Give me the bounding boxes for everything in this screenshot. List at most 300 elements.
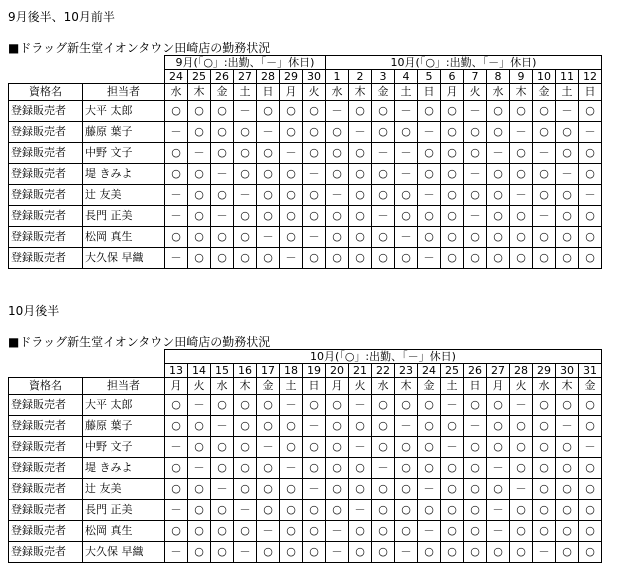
attendance-mark: ○	[211, 500, 234, 521]
day-number: 23	[395, 364, 418, 378]
weekday-label: 土	[441, 378, 464, 395]
attendance-mark: ○	[487, 479, 510, 500]
day-number: 14	[188, 364, 211, 378]
attendance-mark: ○	[510, 227, 533, 248]
weekday-label: 月	[280, 84, 303, 101]
attendance-mark: ○	[510, 437, 533, 458]
attendance-mark: －	[211, 416, 234, 437]
attendance-mark: ○	[188, 521, 211, 542]
schedule-table	[8, 55, 602, 269]
staff-name-cell: 中野 文子	[83, 437, 165, 458]
attendance-mark: ○	[257, 395, 280, 416]
attendance-mark: ○	[257, 479, 280, 500]
attendance-mark: －	[326, 542, 349, 563]
day-number: 17	[257, 364, 280, 378]
attendance-mark: ○	[441, 248, 464, 269]
attendance-mark: ○	[303, 395, 326, 416]
day-number-row	[9, 364, 602, 378]
role-cell: 登録販売者	[9, 164, 83, 185]
attendance-mark: ○	[533, 395, 556, 416]
attendance-mark: ○	[487, 542, 510, 563]
attendance-mark: ○	[418, 206, 441, 227]
attendance-mark: ○	[211, 542, 234, 563]
attendance-mark: ○	[165, 164, 188, 185]
day-number: 12	[579, 70, 602, 84]
attendance-mark: ○	[280, 500, 303, 521]
attendance-mark: －	[280, 248, 303, 269]
attendance-mark: ○	[303, 458, 326, 479]
month-group-label: 9月(「○」:出勤、「－」休日)	[165, 56, 326, 70]
attendance-mark: ○	[372, 479, 395, 500]
attendance-mark: ○	[326, 122, 349, 143]
attendance-mark: －	[487, 500, 510, 521]
month-group-label: 10月(「○」:出勤、「－」休日)	[165, 350, 602, 364]
table-row	[9, 521, 602, 542]
attendance-mark: ○	[303, 437, 326, 458]
day-number: 2	[349, 70, 372, 84]
attendance-mark: ○	[533, 227, 556, 248]
attendance-mark: ○	[280, 227, 303, 248]
attendance-mark: －	[326, 185, 349, 206]
attendance-mark: ○	[395, 479, 418, 500]
attendance-mark: ○	[510, 416, 533, 437]
attendance-mark: ○	[234, 122, 257, 143]
attendance-mark: ○	[211, 395, 234, 416]
attendance-mark: －	[349, 437, 372, 458]
role-cell: 登録販売者	[9, 500, 83, 521]
table-row	[9, 122, 602, 143]
attendance-mark: ○	[579, 521, 602, 542]
weekday-label: 水	[211, 378, 234, 395]
attendance-mark: ○	[418, 164, 441, 185]
attendance-mark: ○	[579, 416, 602, 437]
attendance-mark: ○	[510, 206, 533, 227]
attendance-mark: ○	[234, 458, 257, 479]
attendance-mark: ○	[234, 395, 257, 416]
day-number: 18	[280, 364, 303, 378]
attendance-mark: －	[395, 227, 418, 248]
attendance-mark: ○	[211, 458, 234, 479]
day-number: 25	[188, 70, 211, 84]
attendance-mark: －	[510, 479, 533, 500]
attendance-mark: －	[280, 458, 303, 479]
day-number: 27	[234, 70, 257, 84]
attendance-mark: ○	[257, 500, 280, 521]
attendance-mark: ○	[487, 437, 510, 458]
attendance-mark: ○	[234, 248, 257, 269]
attendance-mark: ○	[280, 542, 303, 563]
attendance-mark: ○	[280, 206, 303, 227]
attendance-mark: ○	[303, 521, 326, 542]
attendance-mark: ○	[533, 437, 556, 458]
attendance-mark: ○	[464, 521, 487, 542]
day-number: 29	[533, 364, 556, 378]
day-number: 28	[510, 364, 533, 378]
attendance-mark: ○	[556, 437, 579, 458]
attendance-mark: ○	[303, 101, 326, 122]
attendance-mark: ○	[349, 101, 372, 122]
staff-name-cell: 中野 文子	[83, 143, 165, 164]
attendance-mark: ○	[418, 416, 441, 437]
attendance-mark: ○	[395, 122, 418, 143]
attendance-mark: ○	[211, 185, 234, 206]
staff-name-cell: 辻 友美	[83, 185, 165, 206]
attendance-mark: ○	[372, 248, 395, 269]
weekday-label: 火	[464, 84, 487, 101]
attendance-mark: ○	[257, 101, 280, 122]
column-header-role: 資格名	[9, 84, 83, 101]
attendance-mark: ○	[533, 248, 556, 269]
attendance-mark: －	[579, 437, 602, 458]
attendance-mark: ○	[556, 479, 579, 500]
table-row	[9, 248, 602, 269]
attendance-mark: ○	[372, 395, 395, 416]
attendance-mark: ○	[441, 542, 464, 563]
blank-cell	[9, 350, 165, 364]
attendance-mark: ○	[234, 521, 257, 542]
attendance-mark: －	[510, 185, 533, 206]
attendance-mark: ○	[372, 542, 395, 563]
attendance-mark: ○	[188, 206, 211, 227]
attendance-mark: ○	[579, 248, 602, 269]
attendance-mark: ○	[533, 521, 556, 542]
role-cell: 登録販売者	[9, 206, 83, 227]
attendance-mark: ○	[188, 500, 211, 521]
attendance-mark: ○	[280, 122, 303, 143]
day-number: 29	[280, 70, 303, 84]
column-header-name: 担当者	[83, 378, 165, 395]
attendance-mark: ○	[418, 500, 441, 521]
day-number: 10	[533, 70, 556, 84]
attendance-mark: ○	[487, 227, 510, 248]
attendance-mark: ○	[487, 206, 510, 227]
table-row	[9, 395, 602, 416]
attendance-mark: ○	[556, 395, 579, 416]
attendance-mark: －	[165, 542, 188, 563]
attendance-mark: ○	[533, 416, 556, 437]
attendance-mark: ○	[395, 458, 418, 479]
weekday-label: 金	[533, 84, 556, 101]
attendance-mark: ○	[188, 437, 211, 458]
attendance-mark: －	[556, 416, 579, 437]
attendance-mark: －	[165, 248, 188, 269]
role-cell: 登録販売者	[9, 416, 83, 437]
attendance-mark: ○	[533, 185, 556, 206]
day-number: 1	[326, 70, 349, 84]
attendance-mark: ○	[326, 437, 349, 458]
attendance-mark: ○	[234, 479, 257, 500]
attendance-mark: ○	[510, 164, 533, 185]
attendance-mark: ○	[165, 143, 188, 164]
attendance-mark: －	[257, 437, 280, 458]
weekday-label: 水	[326, 84, 349, 101]
attendance-mark: ○	[280, 437, 303, 458]
attendance-mark: ○	[441, 122, 464, 143]
attendance-mark: －	[349, 395, 372, 416]
attendance-mark: ○	[372, 500, 395, 521]
attendance-mark: ○	[487, 395, 510, 416]
weekday-row	[9, 378, 602, 395]
attendance-mark: ○	[579, 395, 602, 416]
attendance-mark: ○	[211, 101, 234, 122]
attendance-mark: ○	[188, 248, 211, 269]
attendance-mark: －	[418, 122, 441, 143]
weekday-label: 木	[349, 84, 372, 101]
attendance-mark: ○	[441, 521, 464, 542]
weekday-label: 月	[487, 378, 510, 395]
day-number: 19	[303, 364, 326, 378]
attendance-mark: ○	[418, 542, 441, 563]
staff-name-cell: 長門 正美	[83, 500, 165, 521]
attendance-mark: －	[395, 416, 418, 437]
attendance-mark: －	[487, 458, 510, 479]
blank-cell	[9, 364, 165, 378]
attendance-mark: ○	[510, 143, 533, 164]
weekday-label: 月	[441, 84, 464, 101]
month-header-row	[9, 56, 602, 70]
attendance-mark: －	[211, 206, 234, 227]
attendance-mark: ○	[510, 500, 533, 521]
attendance-mark: ○	[556, 521, 579, 542]
attendance-mark: ○	[234, 143, 257, 164]
schedule-table	[8, 349, 602, 563]
role-cell: 登録販売者	[9, 521, 83, 542]
day-number: 24	[418, 364, 441, 378]
day-number: 26	[464, 364, 487, 378]
attendance-mark: ○	[165, 479, 188, 500]
attendance-mark: ○	[257, 185, 280, 206]
attendance-mark: ○	[165, 101, 188, 122]
attendance-mark: ○	[303, 185, 326, 206]
attendance-mark: ○	[464, 122, 487, 143]
attendance-mark: －	[188, 395, 211, 416]
attendance-mark: ○	[579, 500, 602, 521]
attendance-mark: ○	[326, 500, 349, 521]
attendance-mark: －	[510, 122, 533, 143]
attendance-mark: ○	[211, 143, 234, 164]
table-row	[9, 500, 602, 521]
attendance-mark: －	[510, 395, 533, 416]
attendance-mark: ○	[464, 437, 487, 458]
attendance-mark: ○	[234, 206, 257, 227]
day-number: 24	[165, 70, 188, 84]
weekday-label: 木	[510, 84, 533, 101]
attendance-mark: ○	[464, 227, 487, 248]
role-cell: 登録販売者	[9, 437, 83, 458]
attendance-mark: ○	[257, 416, 280, 437]
weekday-label: 火	[510, 378, 533, 395]
attendance-mark: －	[418, 479, 441, 500]
role-cell: 登録販売者	[9, 479, 83, 500]
attendance-mark: ○	[510, 248, 533, 269]
attendance-mark: ○	[579, 164, 602, 185]
staff-name-cell: 堤 きみよ	[83, 458, 165, 479]
attendance-mark: －	[533, 206, 556, 227]
attendance-mark: ○	[257, 206, 280, 227]
attendance-mark: ○	[303, 248, 326, 269]
attendance-mark: ○	[165, 227, 188, 248]
attendance-mark: －	[257, 521, 280, 542]
attendance-mark: ○	[188, 122, 211, 143]
day-number: 16	[234, 364, 257, 378]
attendance-mark: －	[556, 101, 579, 122]
role-cell: 登録販売者	[9, 227, 83, 248]
attendance-mark: ○	[395, 437, 418, 458]
attendance-mark: ○	[556, 248, 579, 269]
attendance-mark: －	[303, 479, 326, 500]
attendance-mark: ○	[326, 458, 349, 479]
attendance-mark: ○	[579, 227, 602, 248]
attendance-mark: ○	[441, 500, 464, 521]
weekday-label: 日	[303, 378, 326, 395]
attendance-mark: ○	[257, 458, 280, 479]
attendance-mark: ○	[533, 500, 556, 521]
month-header-row	[9, 350, 602, 364]
attendance-mark: ○	[326, 227, 349, 248]
attendance-mark: －	[165, 185, 188, 206]
attendance-mark: ○	[326, 206, 349, 227]
attendance-mark: －	[418, 248, 441, 269]
attendance-mark: ○	[234, 164, 257, 185]
day-number: 28	[257, 70, 280, 84]
table-row	[9, 206, 602, 227]
role-cell: 登録販売者	[9, 458, 83, 479]
attendance-mark: ○	[556, 206, 579, 227]
weekday-label: 木	[556, 378, 579, 395]
attendance-mark: －	[533, 143, 556, 164]
day-number: 20	[326, 364, 349, 378]
attendance-mark: －	[464, 164, 487, 185]
attendance-mark: ○	[280, 164, 303, 185]
attendance-mark: ○	[395, 500, 418, 521]
attendance-mark: ○	[188, 164, 211, 185]
attendance-mark: ○	[464, 458, 487, 479]
attendance-mark: ○	[441, 458, 464, 479]
attendance-mark: ○	[395, 206, 418, 227]
day-number: 25	[441, 364, 464, 378]
attendance-mark: ○	[280, 416, 303, 437]
attendance-mark: ○	[372, 227, 395, 248]
weekday-label: 日	[418, 84, 441, 101]
attendance-mark: ○	[257, 542, 280, 563]
attendance-mark: ○	[441, 416, 464, 437]
attendance-mark: ○	[303, 143, 326, 164]
role-cell: 登録販売者	[9, 395, 83, 416]
attendance-mark: －	[372, 458, 395, 479]
attendance-mark: ○	[395, 185, 418, 206]
attendance-mark: ○	[556, 227, 579, 248]
attendance-mark: －	[234, 101, 257, 122]
attendance-mark: ○	[372, 122, 395, 143]
attendance-mark: ○	[211, 521, 234, 542]
attendance-mark: ○	[533, 458, 556, 479]
table-row	[9, 164, 602, 185]
attendance-mark: ○	[464, 500, 487, 521]
attendance-mark: －	[579, 122, 602, 143]
attendance-mark: ○	[188, 542, 211, 563]
attendance-mark: ○	[349, 458, 372, 479]
attendance-mark: ○	[349, 542, 372, 563]
attendance-mark: ○	[372, 164, 395, 185]
weekday-label: 水	[487, 84, 510, 101]
attendance-mark: ○	[257, 164, 280, 185]
attendance-mark: －	[579, 185, 602, 206]
attendance-mark: ○	[441, 164, 464, 185]
attendance-mark: ○	[487, 101, 510, 122]
attendance-mark: ○	[188, 185, 211, 206]
weekday-label: 日	[257, 84, 280, 101]
attendance-mark: ○	[556, 458, 579, 479]
attendance-mark: ○	[349, 143, 372, 164]
attendance-mark: ○	[211, 122, 234, 143]
attendance-mark: －	[165, 437, 188, 458]
attendance-mark: ○	[487, 416, 510, 437]
blank-cell	[9, 56, 165, 70]
attendance-mark: ○	[372, 521, 395, 542]
attendance-mark: ○	[487, 248, 510, 269]
attendance-mark: ○	[556, 185, 579, 206]
attendance-mark: ○	[418, 101, 441, 122]
attendance-mark: ○	[165, 458, 188, 479]
attendance-mark: ○	[418, 437, 441, 458]
attendance-mark: ○	[418, 143, 441, 164]
day-number: 7	[464, 70, 487, 84]
attendance-mark: －	[487, 521, 510, 542]
attendance-mark: ○	[395, 521, 418, 542]
attendance-mark: －	[234, 185, 257, 206]
attendance-mark: －	[211, 479, 234, 500]
section-heading: 10月後半	[8, 304, 60, 318]
staff-name-cell: 堤 きみよ	[83, 164, 165, 185]
attendance-mark: ○	[165, 395, 188, 416]
staff-name-cell: 松岡 真生	[83, 227, 165, 248]
attendance-mark: ○	[418, 395, 441, 416]
attendance-mark: ○	[372, 416, 395, 437]
attendance-mark: －	[188, 143, 211, 164]
day-number: 5	[418, 70, 441, 84]
attendance-mark: ○	[487, 164, 510, 185]
day-number: 9	[510, 70, 533, 84]
attendance-mark: ○	[556, 500, 579, 521]
attendance-mark: －	[326, 521, 349, 542]
weekday-label: 土	[280, 378, 303, 395]
attendance-mark: ○	[510, 542, 533, 563]
attendance-mark: ○	[280, 521, 303, 542]
weekday-label: 水	[165, 84, 188, 101]
attendance-mark: ○	[326, 479, 349, 500]
weekday-label: 土	[556, 84, 579, 101]
attendance-mark: －	[372, 206, 395, 227]
attendance-mark: ○	[441, 479, 464, 500]
attendance-mark: －	[165, 122, 188, 143]
staff-name-cell: 松岡 真生	[83, 521, 165, 542]
table-row	[9, 542, 602, 563]
attendance-mark: ○	[257, 248, 280, 269]
attendance-mark: ○	[257, 143, 280, 164]
attendance-mark: －	[556, 164, 579, 185]
table-row	[9, 437, 602, 458]
weekday-label: 火	[349, 378, 372, 395]
day-number: 11	[556, 70, 579, 84]
attendance-mark: ○	[510, 101, 533, 122]
weekday-label: 日	[464, 378, 487, 395]
section-heading: 9月後半、10月前半	[8, 10, 115, 24]
attendance-mark: ○	[349, 248, 372, 269]
column-header-role: 資格名	[9, 378, 83, 395]
attendance-mark: ○	[326, 164, 349, 185]
attendance-mark: ○	[441, 101, 464, 122]
attendance-mark: ○	[579, 206, 602, 227]
